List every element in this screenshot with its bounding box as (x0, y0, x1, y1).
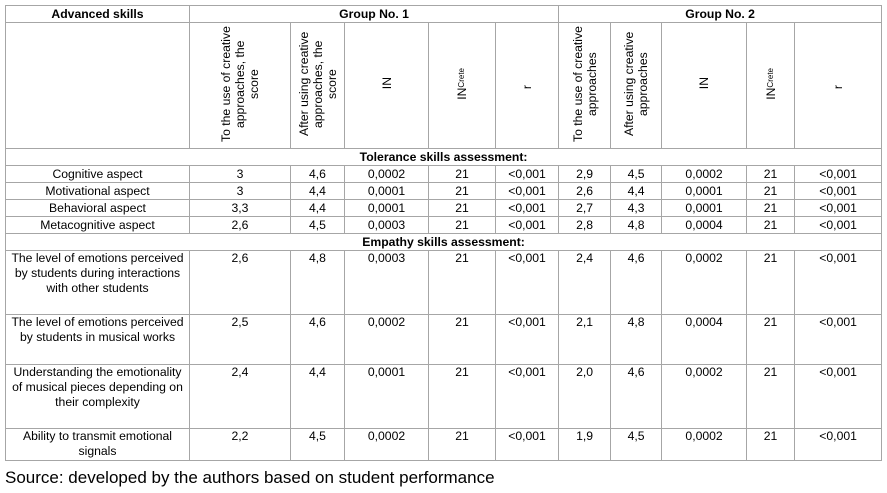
g2-value-cell: 0,0002 (662, 365, 747, 429)
g2-in-header: IN (662, 23, 747, 149)
g2-value-cell: 2,0 (559, 365, 611, 429)
g2-value-cell: 2,6 (559, 183, 611, 200)
g1-value-cell: 0,0003 (345, 217, 429, 234)
g2-value-cell: 21 (747, 251, 795, 315)
g1-value-cell: 3,3 (190, 200, 291, 217)
g2-value-cell: 21 (747, 365, 795, 429)
g1-value-cell: 2,5 (190, 315, 291, 365)
g1-value-cell: 21 (429, 365, 496, 429)
g1-value-cell: 4,5 (291, 429, 345, 461)
g2-value-cell: 1,9 (559, 429, 611, 461)
skills-table-container (5, 5, 882, 461)
g1-value-cell: 2,6 (190, 217, 291, 234)
g1-value-cell: <0,001 (496, 166, 559, 183)
g2-value-cell: 0,0001 (662, 183, 747, 200)
g1-value-cell: 0,0002 (345, 315, 429, 365)
table-row (6, 429, 882, 461)
g2-value-cell: 0,0002 (662, 429, 747, 461)
g1-value-cell: 3 (190, 183, 291, 200)
empty-header-cell (6, 23, 190, 149)
header-row (6, 6, 882, 23)
g1-value-cell: <0,001 (496, 315, 559, 365)
section-row-tolerance (6, 149, 882, 166)
table-row (6, 166, 882, 183)
row-label: Understanding the emotionality of musical pieces depending on their complexity (6, 365, 190, 429)
g1-value-cell: 0,0001 (345, 200, 429, 217)
row-label: Motivational aspect (6, 183, 190, 200)
g2-value-cell: 21 (747, 315, 795, 365)
g1-value-cell: 21 (429, 183, 496, 200)
g2-value-cell: 2,9 (559, 166, 611, 183)
g1-value-cell: 21 (429, 429, 496, 461)
g2-value-cell: <0,001 (795, 183, 882, 200)
g2-value-cell: 0,0002 (662, 166, 747, 183)
g2-value-cell: 21 (747, 166, 795, 183)
skills-assessment-table (5, 5, 882, 461)
g1-value-cell: 21 (429, 251, 496, 315)
section-row-empathy (6, 234, 882, 251)
row-label: Metacognitive aspect (6, 217, 190, 234)
g2-value-cell: 2,7 (559, 200, 611, 217)
g2-value-cell: <0,001 (795, 251, 882, 315)
g1-in-header: IN (345, 23, 429, 149)
tolerance-section-title: Tolerance skills assessment: (6, 149, 882, 166)
g1-value-cell: 4,6 (291, 166, 345, 183)
g1-value-cell: 4,4 (291, 365, 345, 429)
table-row (6, 365, 882, 429)
g2-value-cell: 4,6 (611, 365, 662, 429)
g1-before-header: To the use of creative approaches, the score (190, 23, 291, 149)
table-row (6, 183, 882, 200)
g2-after-header: After using creative approaches (611, 23, 662, 149)
g1-value-cell: 0,0001 (345, 183, 429, 200)
table-row (6, 251, 882, 315)
g2-r-header: r (795, 23, 882, 149)
g2-value-cell: 2,1 (559, 315, 611, 365)
g1-r-header: r (496, 23, 559, 149)
advanced-skills-header: Advanced skills (6, 6, 190, 23)
g2-value-cell: 0,0004 (662, 315, 747, 365)
g1-value-cell: 3 (190, 166, 291, 183)
g2-value-cell: 2,4 (559, 251, 611, 315)
g1-value-cell: <0,001 (496, 365, 559, 429)
g2-value-cell: 4,5 (611, 166, 662, 183)
source-note: Source: developed by the authors based on student performance (5, 468, 495, 487)
tolerance-rows (6, 166, 882, 234)
group1-header: Group No. 1 (190, 6, 559, 23)
g1-value-cell: 2,6 (190, 251, 291, 315)
g2-value-cell: 0,0004 (662, 217, 747, 234)
g2-value-cell: 4,8 (611, 315, 662, 365)
subheader-row (6, 23, 882, 149)
g2-value-cell: <0,001 (795, 365, 882, 429)
g2-value-cell: 0,0002 (662, 251, 747, 315)
g1-value-cell: <0,001 (496, 200, 559, 217)
table-row (6, 217, 882, 234)
g1-value-cell: 4,4 (291, 183, 345, 200)
g1-value-cell: 21 (429, 200, 496, 217)
g2-value-cell: 4,3 (611, 200, 662, 217)
g1-value-cell: 0,0002 (345, 166, 429, 183)
empathy-rows (6, 251, 882, 461)
g2-value-cell: <0,001 (795, 200, 882, 217)
group2-header: Group No. 2 (559, 6, 882, 23)
row-label: The level of emotions perceived by students during interactions with other students (6, 251, 190, 315)
g2-value-cell: <0,001 (795, 429, 882, 461)
g2-value-cell: 4,5 (611, 429, 662, 461)
g1-value-cell: 21 (429, 217, 496, 234)
row-label: The level of emotions perceived by students in musical works (6, 315, 190, 365)
g1-value-cell: 0,0003 (345, 251, 429, 315)
g1-value-cell: 0,0001 (345, 365, 429, 429)
g2-value-cell: 21 (747, 429, 795, 461)
g2-value-cell: 4,4 (611, 183, 662, 200)
g1-value-cell: 4,8 (291, 251, 345, 315)
row-label: Ability to transmit emotional signals (6, 429, 190, 461)
g2-value-cell: 0,0001 (662, 200, 747, 217)
g1-value-cell: <0,001 (496, 217, 559, 234)
g1-value-cell: 4,5 (291, 217, 345, 234)
empathy-section-title: Empathy skills assessment: (6, 234, 882, 251)
g2-before-header: To the use of creative approaches (559, 23, 611, 149)
g2-value-cell: 2,8 (559, 217, 611, 234)
g1-value-cell: 0,0002 (345, 429, 429, 461)
g1-value-cell: 4,6 (291, 315, 345, 365)
table-row (6, 200, 882, 217)
g2-value-cell: <0,001 (795, 217, 882, 234)
g1-value-cell: 21 (429, 166, 496, 183)
g2-value-cell: 21 (747, 200, 795, 217)
g1-value-cell: 2,2 (190, 429, 291, 461)
row-label: Cognitive aspect (6, 166, 190, 183)
g1-value-cell: <0,001 (496, 183, 559, 200)
g2-value-cell: 4,6 (611, 251, 662, 315)
g1-value-cell: 21 (429, 315, 496, 365)
g2-value-cell: 21 (747, 183, 795, 200)
g1-value-cell: 4,4 (291, 200, 345, 217)
row-label: Behavioral aspect (6, 200, 190, 217)
g2-value-cell: 4,8 (611, 217, 662, 234)
g2-value-cell: <0,001 (795, 315, 882, 365)
g1-after-header: After using creative approaches, the score (291, 23, 345, 149)
g1-value-cell: <0,001 (496, 429, 559, 461)
g1-value-cell: 2,4 (190, 365, 291, 429)
g1-value-cell: <0,001 (496, 251, 559, 315)
g2-increte-header: INCrete (747, 23, 795, 149)
g1-increte-header: INCrete (429, 23, 496, 149)
g2-value-cell: <0,001 (795, 166, 882, 183)
g2-value-cell: 21 (747, 217, 795, 234)
table-row (6, 315, 882, 365)
